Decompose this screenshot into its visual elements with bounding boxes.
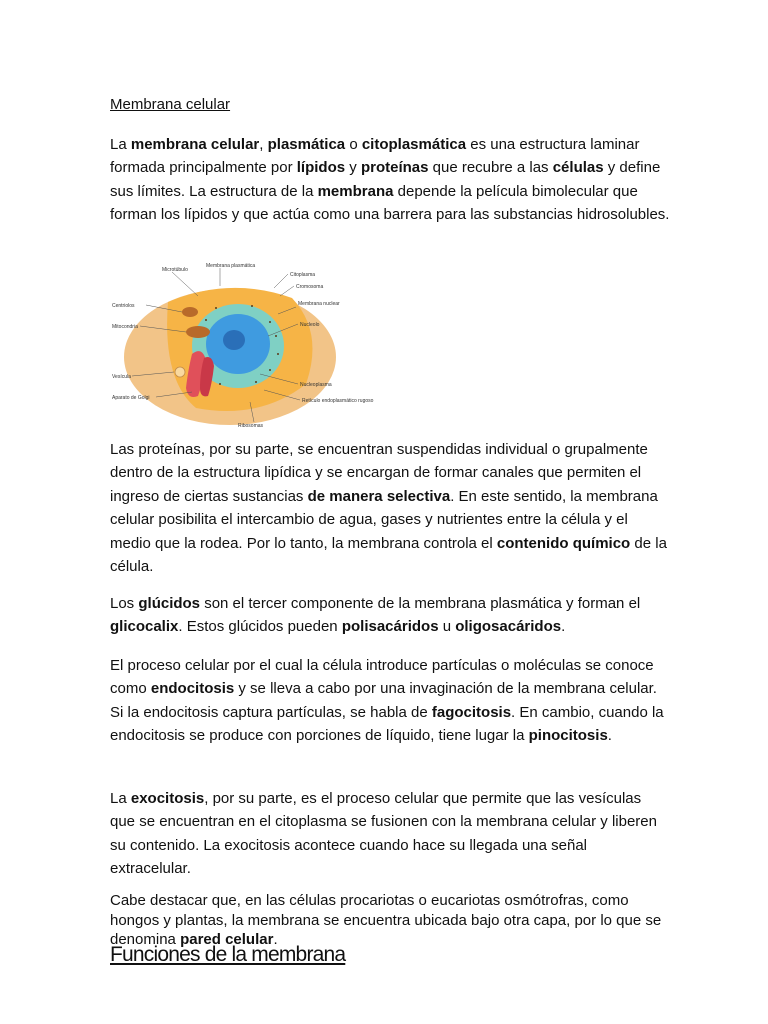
text-run: Cabe destacar que, en las células procariotas o eucariotas osmótrofras, como hongos y plantas, la membrana se encuentra ubicada bajo otra capa, por lo que se denomina [110,892,662,948]
label-citoplasma: Citoplasma [290,272,316,278]
paragraph-proteinas [110,438,670,578]
mitochondrion [182,307,198,317]
text-run: o [345,136,362,153]
text-run: son el tercer componente de la membrana plasmática y forman el [200,595,641,612]
paragraph-membrana-definicion [110,133,670,227]
bold-term: oligosacáridos [455,618,562,636]
text-run: El proceso celular por el cual la célula introduce partículas o moléculas se conoce como [110,657,654,698]
label-mitocondria: Mitocondria [112,324,138,330]
text-run: . En cambio, cuando la endocitosis se produce con porciones de líquido, tiene lugar la [110,703,664,745]
label-membrana-nuclear: Membrana nuclear [298,301,340,307]
bold-term: proteínas [360,159,429,177]
text-run: y [345,159,361,177]
cell-diagram [110,262,374,432]
paragraph-exocitosis [110,787,670,881]
text-run: es una estructura laminar formada principalmente por [110,136,640,177]
label-ribosomas: Ribosomas [238,423,264,429]
section-title: Funciones de la membrana [110,943,346,966]
bold-term: glúcidos [138,595,201,612]
label-centriolos: Centriolos [112,303,135,309]
label-vesicula: Vesícula [112,374,131,380]
text-run: que recubre a las [428,159,553,177]
label-cromosoma: Cromosoma [296,284,324,290]
bold-term: células [552,159,604,177]
text-run: , [259,136,268,153]
bold-term: exocitosis [130,790,205,807]
text-run: La [110,136,131,153]
text-run: . Estos glúcidos pueden [178,618,342,636]
label-reticulo: Retículo endoplasmático rugoso [302,398,374,404]
bold-term: plasmática [267,136,346,153]
mitochondrion [186,326,210,338]
paragraph-glucidos [110,592,670,639]
text-run: u [438,618,456,636]
label-nucleolo: Nucleolo [300,322,320,328]
bold-term: endocitosis [150,680,235,698]
paragraph-pared-celular [110,891,670,950]
bold-term: membrana [317,182,394,200]
text-run: Los [110,595,139,612]
bold-term: de manera selectiva [307,487,451,505]
bold-term: citoplasmática [361,136,467,153]
text-run: . [561,618,566,636]
text-run: . [273,931,278,948]
text-run: , por su parte, es el proceso celular que permite que las vesículas que se encuentran en el citoplasma se fusionen con la membrana celular y liberen su contenido. La exocitosis acontece cuando hace su llegada una señal extracelular. [110,790,657,878]
text-run: y se lleva a cabo por una invaginación de la membrana celular. Si la endocitosis captura partículas, se habla de [110,680,657,721]
bold-term: fagocitosis [431,703,512,721]
bold-term: contenido químico [496,534,631,552]
bold-term: lípidos [296,159,346,177]
page-heading: Membrana celular [110,96,231,113]
label-microtubulo: Microtúbulo [162,267,188,273]
label-nucleoplasma: Nucleoplasma [300,382,332,388]
bold-term: pared celular [180,931,274,948]
nucleolus [223,330,245,350]
bold-term: membrana celular [130,136,260,153]
text-run: La [110,790,131,807]
text-run: Las proteínas, por su parte, se encuentran suspendidas individual o grupalmente dentro de la estructura lipídica y se encargan de formar canales que permiten el ingreso de ciertas sustancias [110,441,648,505]
bold-term: pinocitosis [528,727,608,745]
vesicle [175,367,185,377]
cell-diagram-figure [110,262,374,432]
text-run: . En este sentido, la membrana celular posibilita el intercambio de agua, gases y nutrientes entre la célula y el medio que la rodea. Por lo tanto, la membrana controla el [110,487,658,552]
paragraph-endocitosis [110,654,670,748]
text-run: depende la película bimolecular que forman los lípidos y que actúa como una barrera para las substancias hidrosolubles. [110,182,670,224]
text-run: de la célula. [110,534,667,576]
text-run: . [607,727,612,745]
label-membrana-plasmatica: Membrana plasmática [206,263,256,269]
bold-term: polisacáridos [341,618,439,636]
text-run: y define sus límites. La estructura de la [110,159,661,200]
label-golgi: Aparato de Golgi [112,395,150,401]
bold-term: glicocalix [110,618,179,636]
